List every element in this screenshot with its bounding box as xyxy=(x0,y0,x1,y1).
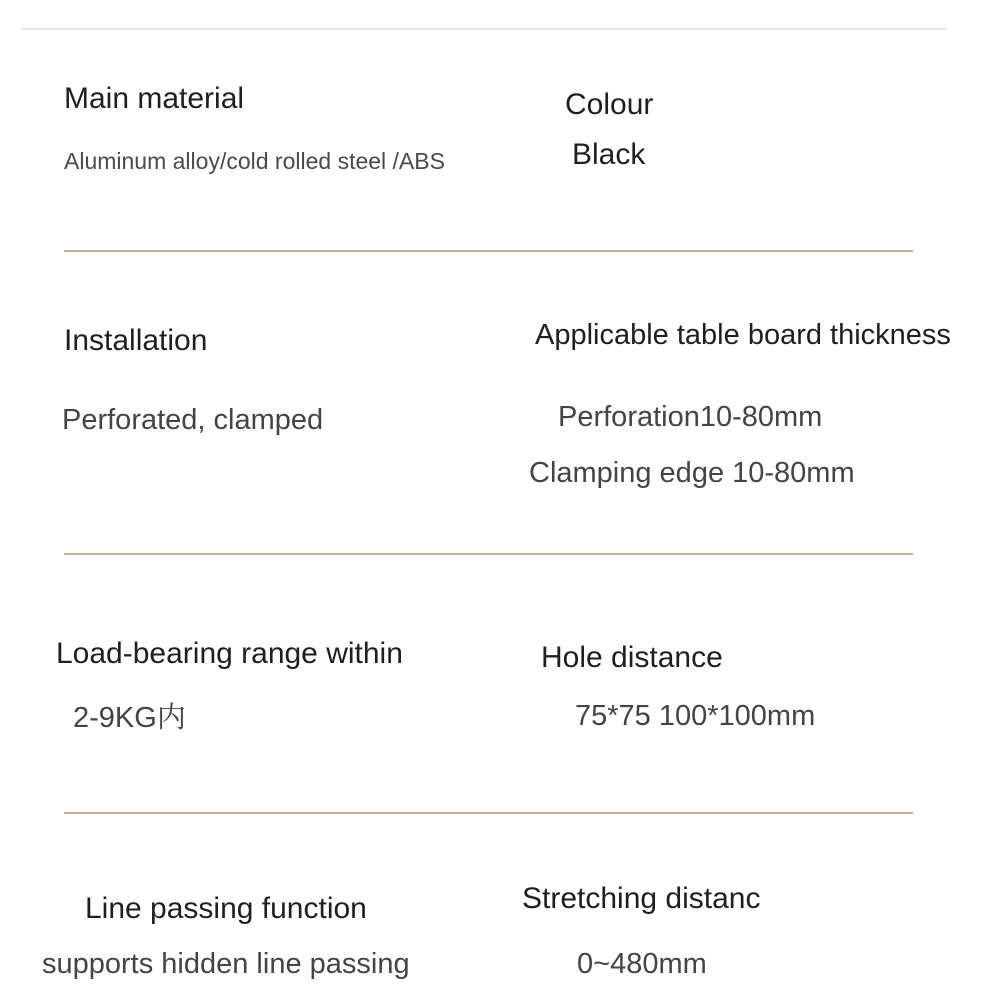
spec-value-load-bearing: 2-9KG内 xyxy=(73,702,186,734)
spec-label-line-passing: Line passing function xyxy=(85,892,367,925)
spec-label-table-thickness: Applicable table board thickness xyxy=(535,319,951,351)
spec-value-line-passing: supports hidden line passing xyxy=(42,948,410,980)
spec-value-perforation: Perforation10-80mm xyxy=(558,401,823,433)
spec-label-installation: Installation xyxy=(64,324,208,357)
spec-label-main-material: Main material xyxy=(64,82,245,115)
spec-value-installation: Perforated, clamped xyxy=(62,404,324,436)
spec-value-colour: Black xyxy=(572,138,646,171)
spec-label-stretching-distance: Stretching distanc xyxy=(522,882,761,915)
spec-label-colour: Colour xyxy=(565,88,654,121)
row-divider xyxy=(64,250,913,252)
row-divider xyxy=(64,553,913,555)
spec-value-hole-distance: 75*75 100*100mm xyxy=(575,700,816,732)
spec-value-clamping-edge: Clamping edge 10-80mm xyxy=(529,457,855,489)
spec-value-main-material: Aluminum alloy/cold rolled steel /ABS xyxy=(64,148,445,174)
row-divider xyxy=(64,812,913,814)
top-rule xyxy=(22,28,947,30)
spec-label-load-bearing: Load-bearing range within xyxy=(56,637,403,670)
spec-value-stretching-distance: 0~480mm xyxy=(577,948,707,980)
spec-label-hole-distance: Hole distance xyxy=(541,641,723,674)
